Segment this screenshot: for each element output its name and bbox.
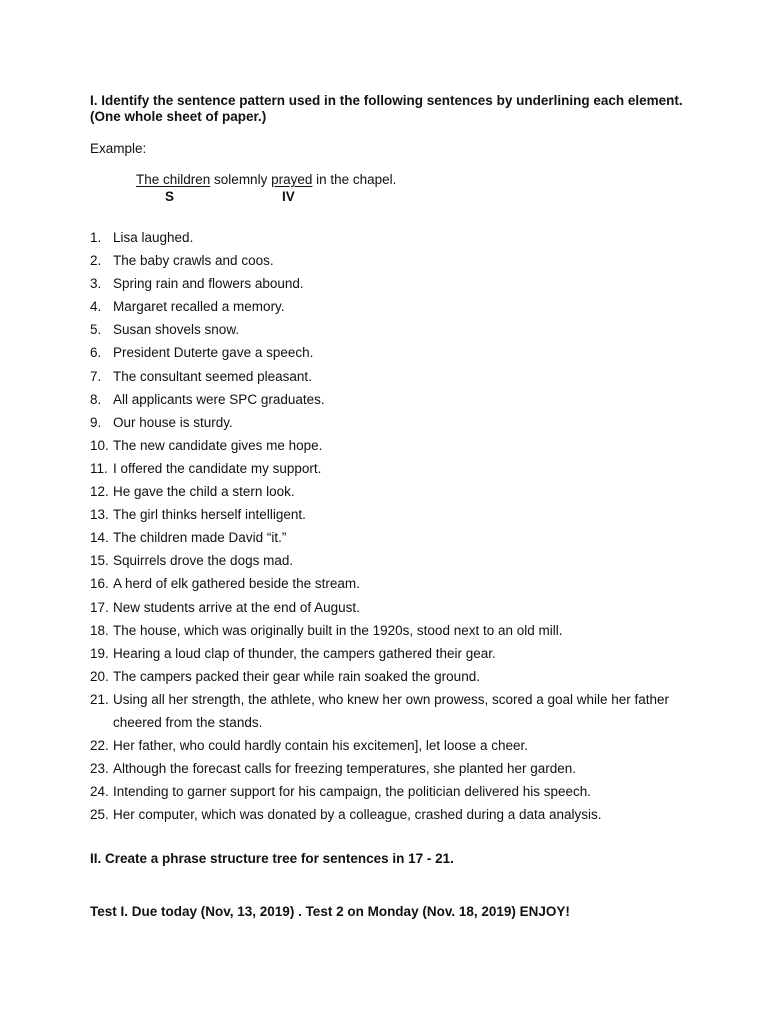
sentence-text: Margaret recalled a memory. <box>113 299 285 315</box>
sentence-item <box>90 642 690 665</box>
sentence-text: Although the forecast calls for freezing temperatures, she planted her garden. <box>113 761 577 777</box>
sentence-text: Lisa laughed. <box>113 230 194 245</box>
sentence-item <box>90 549 690 572</box>
sentence-list <box>90 226 690 826</box>
sentence-text: The campers packed their gear while rain soaked the ground. <box>113 668 480 684</box>
sentence-item <box>90 341 690 364</box>
sentence-text: President Duterte gave a speech. <box>113 345 314 361</box>
example-verb-tag: IV <box>282 189 295 204</box>
sentence-text: The baby crawls and coos. <box>113 253 274 269</box>
sentence-number: 8. <box>90 391 102 407</box>
sentence-text: Spring rain and flowers abound. <box>113 276 304 292</box>
sentence-item <box>90 318 690 341</box>
sentence-number: 16. <box>90 576 109 592</box>
sentence-text: Her computer, which was donated by a colleague, crashed during a data analysis. <box>113 807 602 823</box>
sentence-number: 3. <box>90 276 102 292</box>
sentence-text: Susan shovels snow. <box>113 322 240 338</box>
example-rest: in the chapel. <box>312 172 397 187</box>
example-sentence <box>136 172 396 187</box>
sentence-text: New students arrive at the end of August. <box>113 599 360 615</box>
sentence-text: Squirrels drove the dogs mad. <box>113 553 294 569</box>
sentence-item <box>90 503 690 526</box>
sentence-number: 18. <box>90 622 109 638</box>
sentence-text: All applicants were SPC graduates. <box>113 391 325 407</box>
sentence-item <box>90 295 690 318</box>
sentence-text: Using all her strength, the athlete, who knew her own prowess, scored a goal while her father cheered from the stands. <box>113 691 670 730</box>
sentence-text: Our house is sturdy. <box>113 414 233 430</box>
sentence-number: 5. <box>90 322 102 338</box>
sentence-number: 15. <box>90 553 109 569</box>
sentence-text: Intending to garner support for his campaign, the politician delivered his speech. <box>113 784 592 800</box>
example-subject-tag: S <box>165 189 175 204</box>
sentence-item <box>90 619 690 642</box>
sentence-number: 24. <box>90 784 109 800</box>
sentence-number: 6. <box>90 345 102 361</box>
sentence-item <box>90 365 690 388</box>
sentence-text: The new candidate gives me hope. <box>113 437 323 453</box>
sentence-item <box>90 480 690 503</box>
example-adverb: solemnly <box>210 172 272 187</box>
section1-instructions: I. Identify the sentence pattern used in the following sentences by underlining each element. (One whole sheet of paper.) <box>90 93 683 124</box>
sentence-item <box>90 388 690 411</box>
sentence-number: 7. <box>90 368 102 384</box>
sentence-number: 13. <box>90 507 109 523</box>
sentence-text: The consultant seemed pleasant. <box>113 368 312 384</box>
sentence-text: A herd of elk gathered beside the stream. <box>113 576 360 592</box>
example-label: Example: <box>90 141 147 156</box>
sentence-number: 19. <box>90 645 109 661</box>
sentence-number: 10. <box>90 437 109 453</box>
sentence-item <box>90 734 690 757</box>
sentence-text: The house, which was originally built in the 1920s, stood next to an old mill. <box>113 622 563 638</box>
example-verb: prayed <box>271 172 313 187</box>
sentence-text: Her father, who could hardly contain his excitemen], let loose a cheer. <box>113 738 528 754</box>
sentence-item <box>90 526 690 549</box>
sentence-number: 14. <box>90 530 109 546</box>
sentence-item <box>90 780 690 803</box>
sentence-number: 21. <box>90 691 109 707</box>
sentence-number: 11. <box>90 460 108 476</box>
sentence-text: The girl thinks herself intelligent. <box>113 507 306 523</box>
sentence-number: 1. <box>90 230 102 245</box>
sentence-item <box>90 411 690 434</box>
sentence-item <box>90 572 690 595</box>
sentence-number: 20. <box>90 668 109 684</box>
example-subject: The children <box>136 172 211 187</box>
sentence-number: 17. <box>90 599 109 615</box>
due-date-note: Test I. Due today (Nov, 13, 2019) . Test 2 on Monday (Nov. 18, 2019) ENJOY! <box>90 904 570 919</box>
sentence-item <box>90 803 690 826</box>
sentence-text: Hearing a loud clap of thunder, the campers gathered their gear. <box>113 645 496 661</box>
sentence-item <box>90 434 690 457</box>
sentence-item <box>90 688 690 734</box>
sentence-item <box>90 457 690 480</box>
sentence-text: I offered the candidate my support. <box>113 460 322 476</box>
section2-instructions: II. Create a phrase structure tree for sentences in 17 - 21. <box>90 851 454 866</box>
sentence-number: 12. <box>90 484 109 500</box>
sentence-text: The children made David “it.” <box>113 530 287 546</box>
sentence-number: 4. <box>90 299 102 315</box>
sentence-number: 9. <box>90 414 102 430</box>
sentence-item <box>90 757 690 780</box>
sentence-number: 2. <box>90 253 102 269</box>
sentence-text: He gave the child a stern look. <box>113 484 295 500</box>
sentence-number: 23. <box>90 761 109 777</box>
sentence-item <box>90 596 690 619</box>
sentence-item <box>90 272 690 295</box>
sentence-number: 22. <box>90 738 109 754</box>
sentence-item <box>90 249 690 272</box>
sentence-item <box>90 226 690 249</box>
sentence-number: 25. <box>90 807 109 823</box>
sentence-item <box>90 665 690 688</box>
